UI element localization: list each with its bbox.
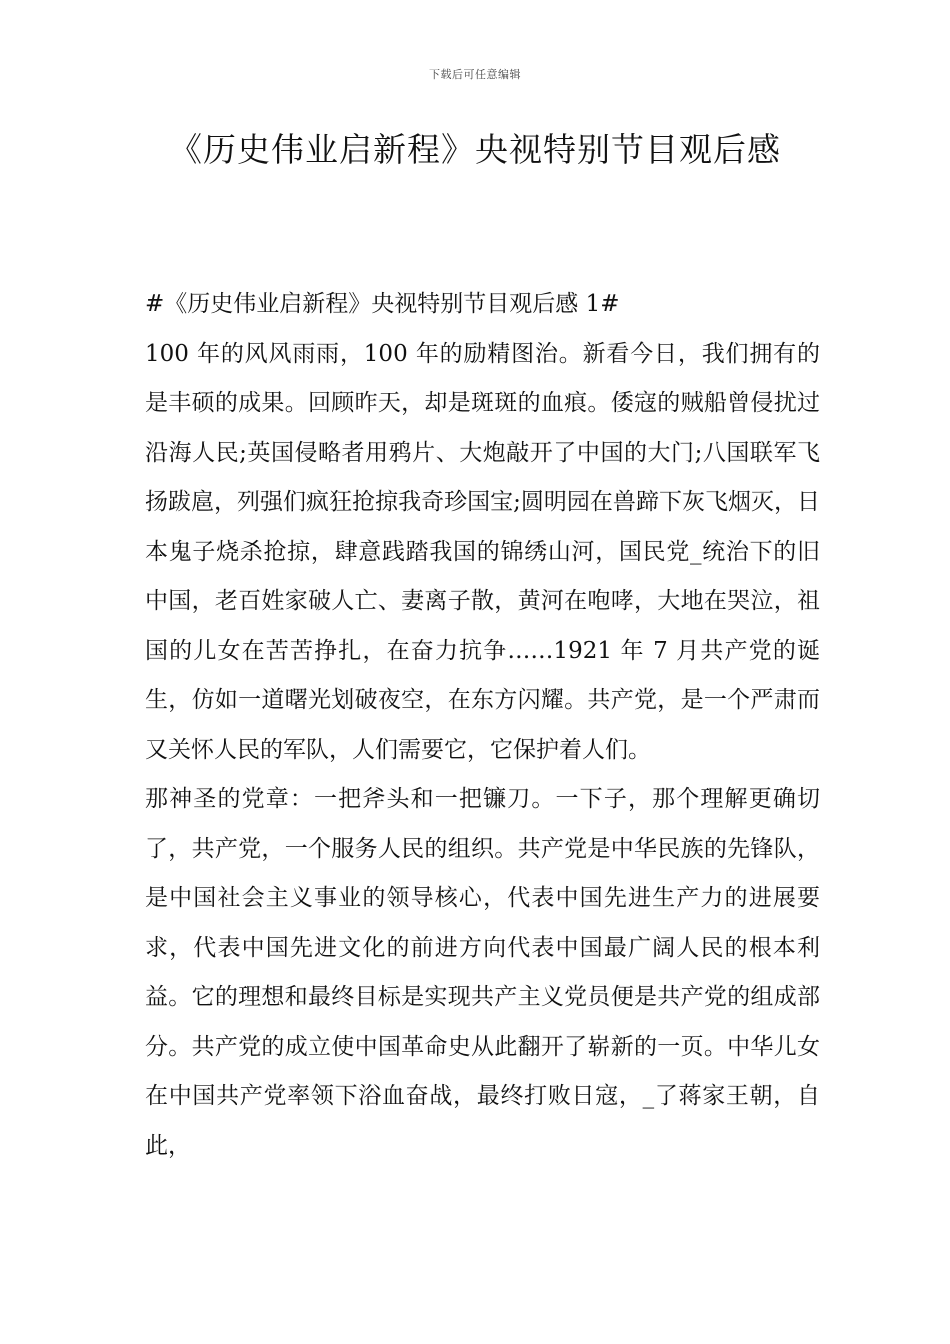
section-heading: #《历史伟业启新程》央视特别节目观后感 1#: [145, 291, 620, 317]
document-body: [145, 280, 820, 1171]
document-title: 《历史伟业启新程》央视特别节目观后感: [169, 130, 781, 169]
header-note: 下载后可任意编辑: [429, 68, 521, 81]
paragraph: 那神圣的党章：一把斧头和一把镰刀。一下子，那个理解更确切了，共产党，一个服务人民的组织。共产党是中华民族的先锋队，是中国社会主义事业的领导核心，代表中国先进生产力的进展要求，代表中国先进文化的前进方向代表中国最广阔人民的根本利益。它的理想和最终目标是实现共产主义党员便是共产党的组成部分。共产党的成立使中国革命史从此翻开了崭新的一页。中华儿女在中国共产党率领下浴血奋战，最终打败日寇，_了蒋家王朝，自此，: [145, 786, 820, 1159]
paragraph: 100 年的风风雨雨，100 年的励精图治。新看今日，我们拥有的是丰硕的成果。回顾昨天，却是斑斑的血痕。倭寇的贼船曾侵扰过沿海人民;英国侵略者用鸦片、大炮敲开了中国的大门;八国联军飞扬跋扈，列强们疯狂抢掠我奇珍国宝;圆明园在兽蹄下灰飞烟灭，日本鬼子烧杀抢掠，肆意践踏我国的锦绣山河，国民党_统治下的旧中国，老百姓家破人亡、妻离子散，黄河在咆哮，大地在哭泣，祖国的儿女在苦苦挣扎，在奋力抗争……1921 年 7 月共产党的诞生，仿如一道曙光划破夜空，在东方闪耀。共产党，是一个严肃而又关怀人民的军队，人们需要它，它保护着人们。: [145, 340, 820, 763]
